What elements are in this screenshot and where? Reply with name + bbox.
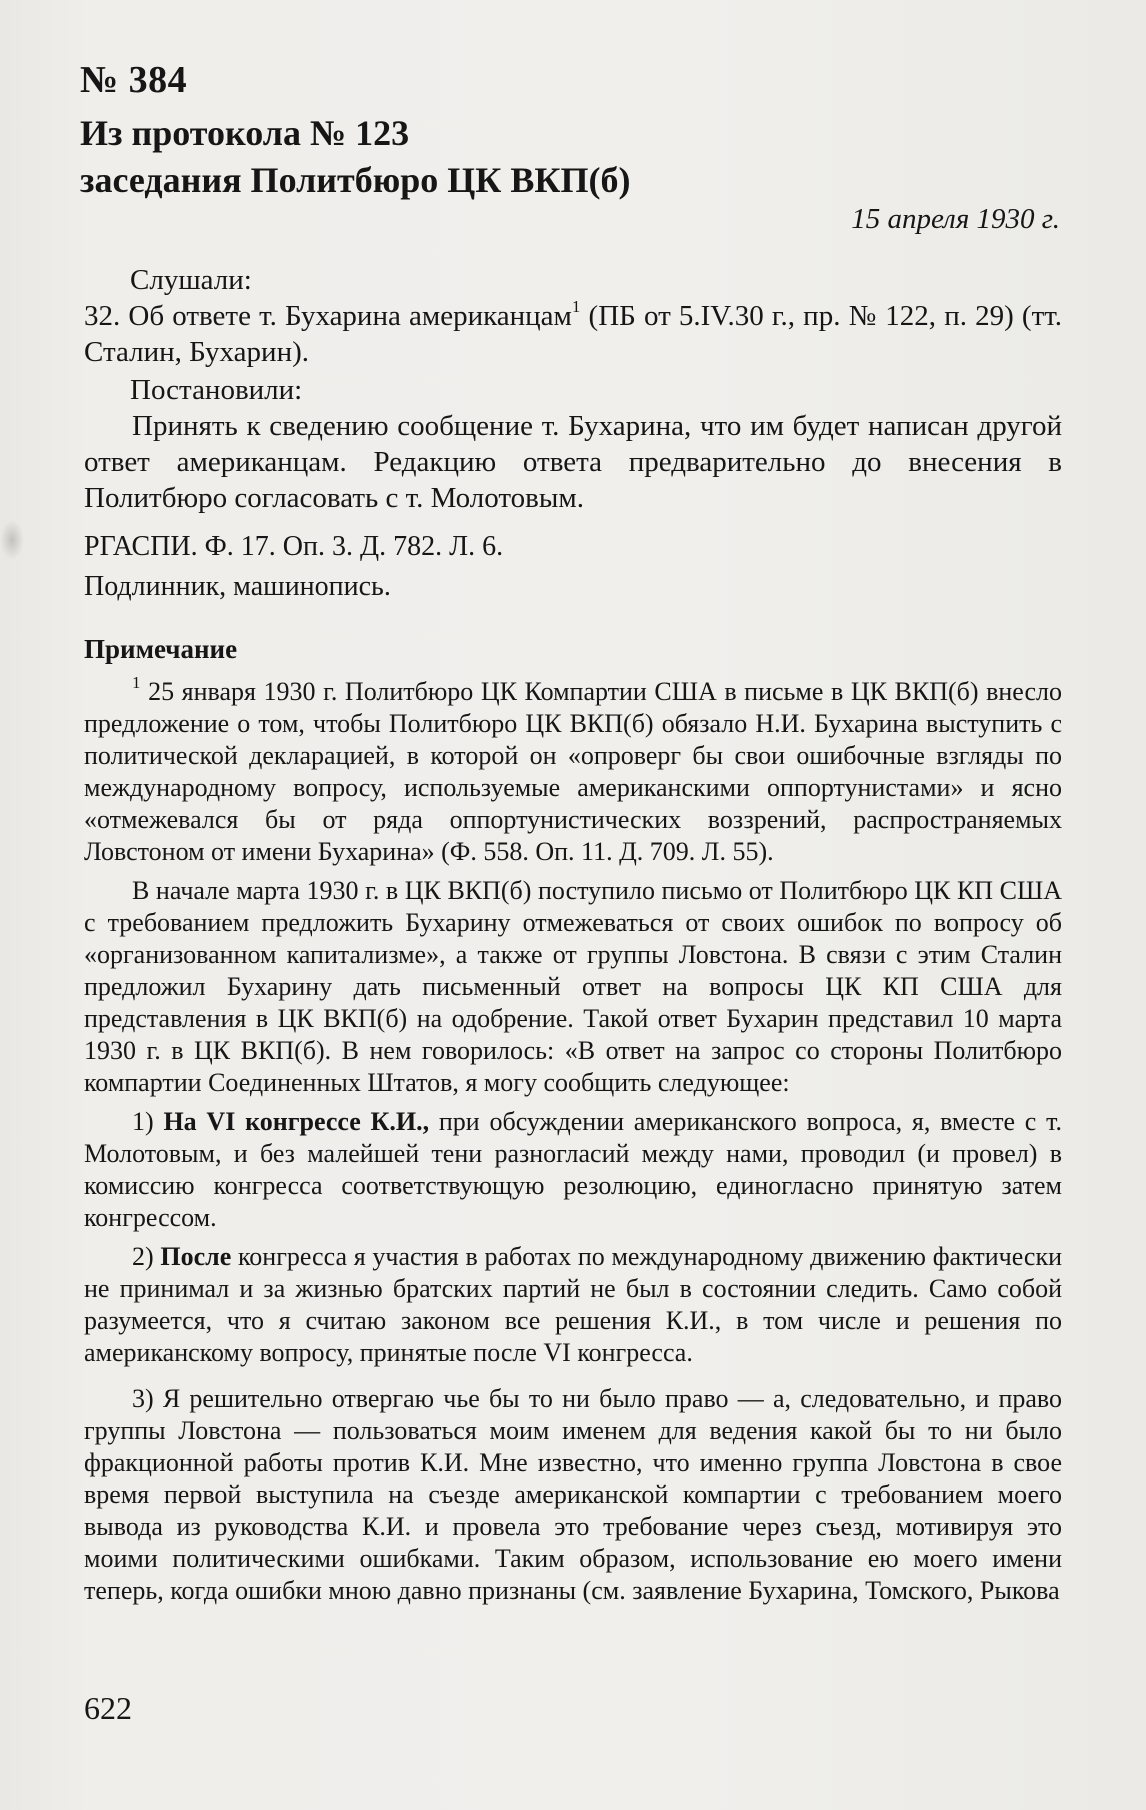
- heard-text: [84, 298, 1062, 370]
- scan-smudge: [0, 520, 24, 560]
- document-number: № 384: [80, 59, 188, 101]
- note-paragraph-3-bold: На VI конгрессе К.И.,: [163, 1107, 430, 1136]
- document-date: 15 апреля 1930 г.: [851, 203, 1060, 235]
- note-paragraph-5: 3) Я решительно отвергаю чье бы то ни было право — а, следовательно, и право группы Ловстона — пользоваться моим именем для ведения какой бы то ни было фракционной работы против К.И. Мне известно, что именно группа Ловстона в свое время первой выступила на съезде американской компартии с требованием моего вывода из руководства К.И. и провела это требование через съезд, мотивируя это моими политическими ошибками. Таким образом, использование ею моего имени теперь, когда ошибки мною давно признаны (см. заявление Бухарина, Томского, Рыкова: [84, 1384, 1062, 1605]
- note-body: [84, 673, 1062, 1607]
- note-paragraph-4: [84, 1241, 1062, 1369]
- page-number: 622: [84, 1690, 132, 1726]
- note-paragraph-3-text: при обсуждении американского вопроса, я, вместе с т. Молотовым, и без малейшей тени разногласий между нами, проводил (и провел) в комиссию конгресса соответствующую резолюцию, единогласно принятую затем конгрессом.: [84, 1107, 1062, 1232]
- source-type: Подлинник, машинопись.: [84, 571, 391, 602]
- note-heading: Примечание: [84, 634, 238, 664]
- note-paragraph-4-bold: После: [160, 1242, 232, 1271]
- source-reference: РГАСПИ. Ф. 17. Оп. 3. Д. 782. Л. 6.: [84, 531, 504, 562]
- title-line-2: заседания Политбюро ЦК ВКП(б): [80, 160, 631, 200]
- heard-footnote-mark[interactable]: 1: [571, 297, 581, 317]
- heard-text-pre: 32. Об ответе т. Бухарина американцам: [84, 300, 572, 332]
- note-paragraph-3-number: 1): [132, 1107, 164, 1136]
- note-paragraph-3: [84, 1106, 1062, 1234]
- note-footnote-mark: 1: [132, 673, 141, 693]
- heard-text-post: (ПБ от 5.IV.30 г., пр. № 122, п. 29) (тт. Сталин, Бухарин).: [84, 300, 1063, 368]
- note-paragraph-4-number: 2): [132, 1242, 161, 1271]
- resolved-text: Принять к сведению сообщение т. Бухарина, что им будет написан другой ответ американцам. Редакцию ответа предварительно до внесения в Политбюро согласовать с т. Молотовым.: [84, 410, 1062, 514]
- note-paragraph-1-text: 25 января 1930 г. Политбюро ЦК Компартии США в письме в ЦК ВКП(б) внесло предложение о том, чтобы Политбюро ЦК ВКП(б) обязало Н.И. Бухарина выступить с политической декларацией, в которой он «опроверг бы свои ошибочные взгляды по международному вопросу, используемые американскими оппортунистами» и ясно «отмежевался бы от ряда оппортунистических воззрений, распространяемых Ловстоном от имени Бухарина» (Ф. 558. Оп. 11. Д. 709. Л. 55).: [84, 677, 1062, 866]
- heard-label: Слушали:: [130, 264, 252, 296]
- note-paragraph-1: [84, 673, 1062, 868]
- resolved-label: Постановили:: [130, 374, 303, 406]
- title-line-1: Из протокола № 123: [80, 113, 410, 153]
- note-paragraph-4-text: конгресса я участия в работах по международному движению фактически не принимал и за жизнью братских партий не был в состоянии следить. Само собой разумеется, что я считаю законом все решения К.И., в том числе и решения по американскому вопросу, принятые после VI конгресса.: [84, 1242, 1062, 1367]
- note-paragraph-2: В начале марта 1930 г. в ЦК ВКП(б) поступило письмо от Политбюро ЦК КП США с требованием предложить Бухарину отмежеваться от своих ошибок по вопросу об «организованном капитализме», а также от группы Ловстона. В связи с этим Сталин предложил Бухарину дать письменный ответ на вопросы ЦК КП США для представления в ЦК ВКП(б) на одобрение. Такой ответ Бухарин представил 10 марта 1930 г. в ЦК ВКП(б). В нем говорилось: «В ответ на запрос со стороны Политбюро компартии Соединенных Штатов, я могу сообщить следующее:: [84, 876, 1062, 1097]
- document-title: [80, 110, 630, 204]
